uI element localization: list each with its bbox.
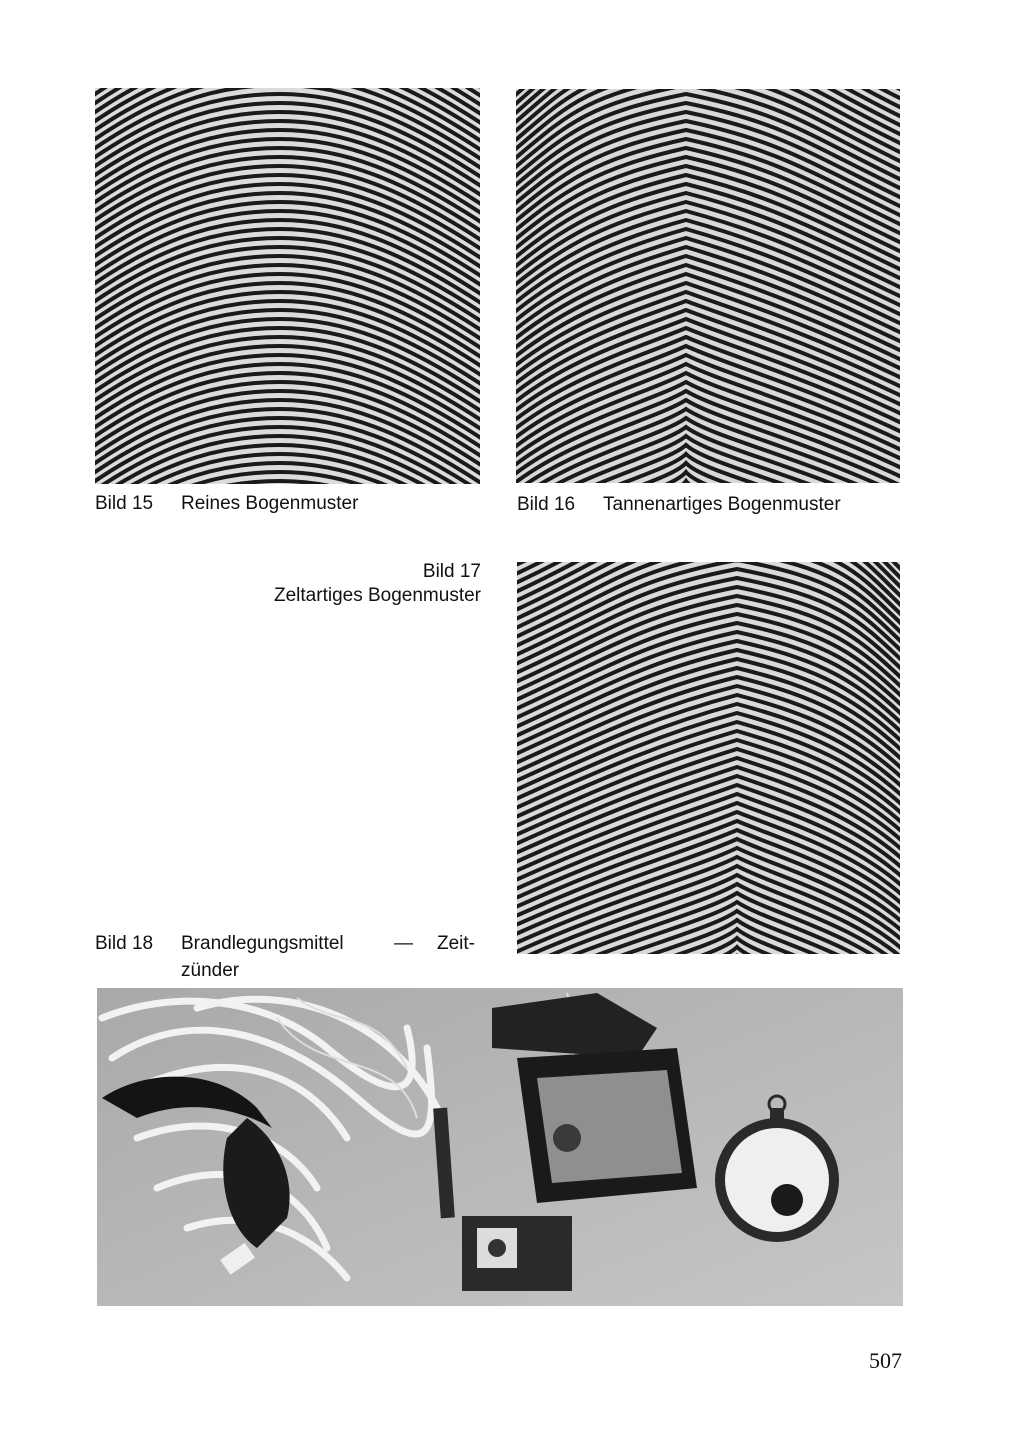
metal-clamp — [462, 1216, 572, 1291]
caption-number: Bild 17 — [422, 561, 481, 582]
caption-number: Bild 18 — [95, 933, 154, 954]
caption-title: Tannenartiges Bogenmuster — [603, 494, 841, 515]
fingerprint-image-bild-17 — [517, 562, 900, 954]
caption-bild-16 — [517, 493, 841, 517]
caption-title: Reines Bogenmuster — [181, 493, 359, 514]
caption-bild-18 — [95, 932, 481, 981]
fingerprint-image-bild-15 — [95, 88, 480, 484]
caption-dash: — — [394, 933, 413, 954]
caption-title: Zeltartiges Bogenmuster — [274, 585, 481, 606]
caption-title: Brandlegungsmittel — [181, 933, 344, 954]
caption-number: Bild 15 — [95, 493, 154, 514]
page-number: 507 — [869, 1348, 902, 1373]
caption-number: Bild 16 — [517, 494, 576, 515]
caption-bild-17 — [200, 560, 481, 608]
caption-bild-15 — [95, 492, 358, 516]
photo-incendiary-time-fuse — [97, 988, 903, 1306]
caption-title-continuation: zünder — [181, 960, 240, 981]
fingerprint-image-bild-16 — [516, 89, 900, 483]
caption-title-hyphenated: Zeit- — [437, 933, 475, 954]
